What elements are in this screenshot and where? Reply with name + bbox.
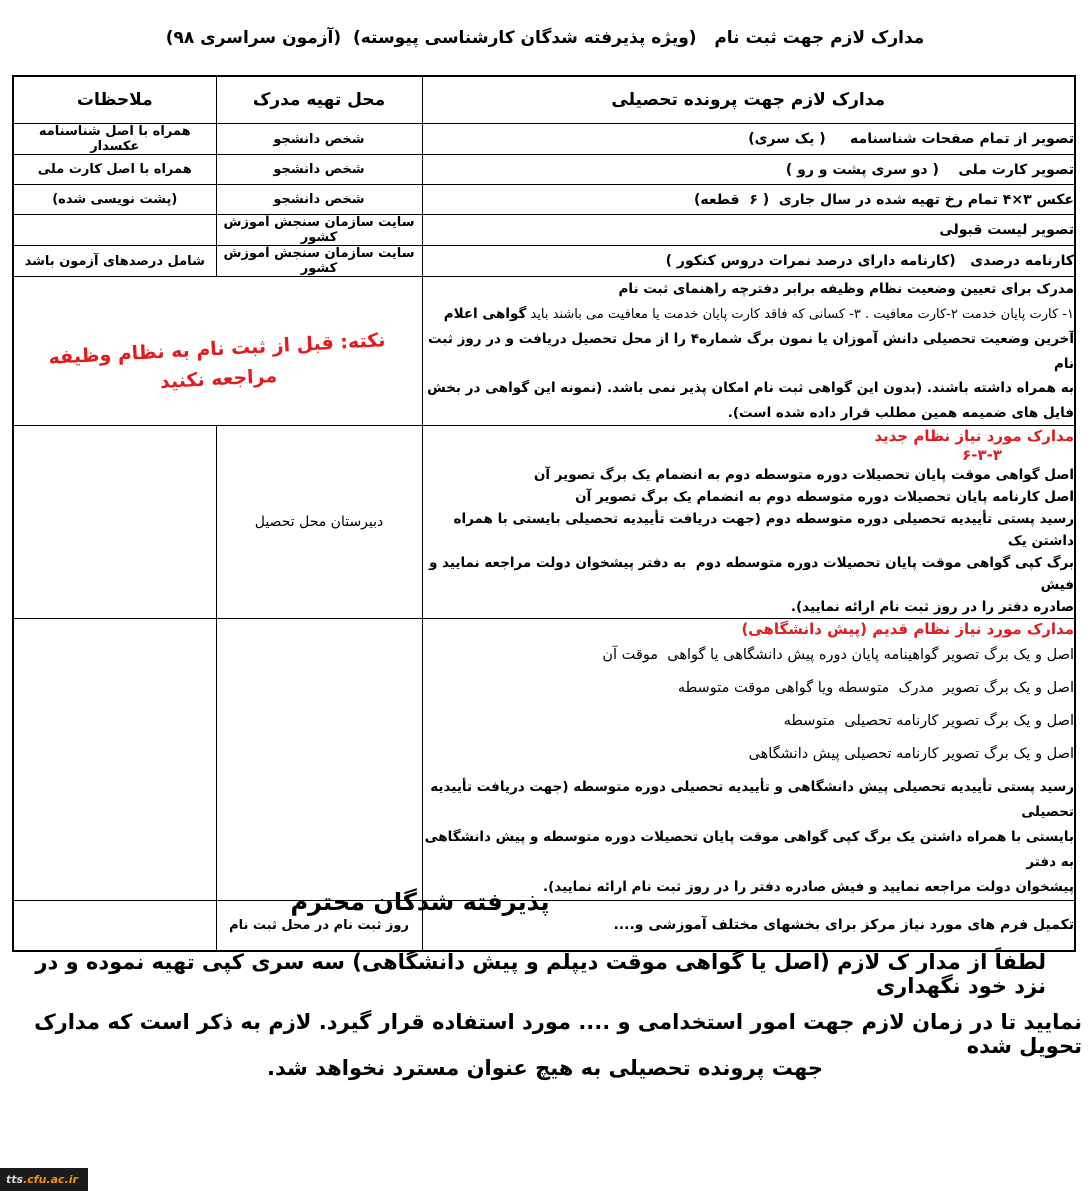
table-row-military-service xyxy=(13,277,1075,426)
new-system-line-3c: صادره دفتر را در روز ثبت نام ارائه نمایید). xyxy=(790,599,1074,615)
source-cell: شخص دانشجو xyxy=(216,185,422,215)
documents-table xyxy=(12,75,1076,952)
new-system-line-3b: برگ کپی گواهی موقت پایان تحصیلات دوره متوسطه دوم به دفتر پیشخوان دولت مراجعه نمایید و فیش xyxy=(424,555,1074,593)
source-cell: سایت سازمان سنجش آموزش کشور xyxy=(216,246,422,277)
new-system-line-2: اصل کارنامه پایان تحصیلات دوره متوسطه دوم به انضمام یک برگ تصویر آن xyxy=(575,489,1074,505)
new-system-source-cell: دبیرستان محل تحصیل xyxy=(216,426,422,619)
military-line-2-bold: گواهی اعلام xyxy=(443,305,527,322)
footer-line-2: نمایید تا در زمان لازم جهت امور استخدامی و .... مورد استفاده قرار گیرد. لازم به ذکر است که مدارک تحویل شده xyxy=(26,1010,1082,1058)
old-system-note-cell xyxy=(13,619,216,901)
note-cell: شامل درصدهای آزمون باشد xyxy=(13,246,216,277)
table-row-old-system xyxy=(13,619,1075,901)
note-cell: همراه با اصل شناسنامه عکسدار xyxy=(13,124,216,155)
forms-source-cell: روز ثبت نام در محل ثبت نام xyxy=(216,901,422,951)
header-documents: مدارک لازم جهت پرونده تحصیلی xyxy=(422,76,1075,124)
footer-heading: پذیرفته شدگان محترم xyxy=(290,888,550,916)
old-system-paragraph xyxy=(419,775,1075,900)
military-red-note-cell xyxy=(13,277,422,426)
old-system-source-cell xyxy=(216,619,422,901)
footer-line-3: جهت پرونده تحصیلی به هیچ عنوان مسترد نخواهد شد. xyxy=(267,1056,823,1080)
new-system-document-cell xyxy=(422,426,1075,619)
military-line-3: آخرین وضعیت تحصیلی دانش آموزان یا نمون برگ شماره۴ را از محل تحصیل دریافت و در روز ثبت نام xyxy=(428,331,1074,372)
old-system-document-cell xyxy=(419,619,1075,901)
note-cell xyxy=(13,215,216,246)
source-cell: سایت سازمان سنجش آموزش کشور xyxy=(216,215,422,246)
old-system-line-4: اصل و یک برگ تصویر کارنامه تحصیلی پیش دانشگاهی xyxy=(748,746,1074,762)
document-cell: تصویر لیست قبولی xyxy=(422,215,1075,246)
watermark-domain: .cfu.ac.ir xyxy=(23,1173,78,1186)
document-cell: تصویر کارت ملی ( دو سری پشت و رو ) xyxy=(422,155,1075,185)
old-system-line-5c: پیشخوان دولت مراجعه نمایید و فیش صادره دفتر را در روز ثبت نام ارائه نمایید). xyxy=(543,879,1074,895)
new-system-note-cell xyxy=(13,426,216,619)
document-cell: عکس ۳×۴ تمام رخ تهیه شده در سال جاری ( ۶ قطعه) xyxy=(422,185,1075,215)
watermark-prefix: tts xyxy=(6,1173,24,1186)
document-cell: تصویر از تمام صفحات شناسنامه ( یک سری) xyxy=(422,124,1075,155)
military-red-note xyxy=(13,323,423,404)
old-system-heading: مدارک مورد نیاز نظام قدیم (پیش دانشگاهی) xyxy=(741,620,1074,638)
table-row-photo xyxy=(13,185,1075,215)
military-line-5: فایل های ضمیمه همین مطلب قرار داده شده است). xyxy=(727,404,1074,421)
new-system-heading-code: ۶-۳-۳ xyxy=(962,446,1002,464)
header-notes: ملاحظات xyxy=(13,76,216,124)
military-line-2 xyxy=(423,302,1075,328)
military-line-1: مدرک برای تعیین وضعیت نظام وظیفه برابر دفترچه راهنمای ثبت نام xyxy=(618,281,1074,297)
military-line-2-regular: ۱- کارت پایان خدمت ۲-کارت معافیت . ۳- کسانی که فاقد کارت پایان خدمت یا معافیت می باشند باید xyxy=(526,306,1074,322)
new-system-line-1: اصل گواهی موقت پایان تحصیلات دوره متوسطه دوم به انضمام یک برگ تصویر آن xyxy=(533,467,1074,483)
note-cell: (پشت نویسی شده) xyxy=(13,185,216,215)
site-watermark xyxy=(0,1168,88,1191)
military-red-note-line-1: نکته: قبل از ثبت نام به نظام وظیفه xyxy=(48,329,386,369)
table-row-new-system xyxy=(13,426,1075,619)
footer-line-1: لطفاً از مدار ک لازم (اصل یا گواهی موقت دیپلم و پیش دانشگاهی) سه سری کپی تهیه نموده و در نزد خود نگهداری xyxy=(28,950,1046,998)
forms-document-cell: تکمیل فرم های مورد نیاز مرکز برای بخشهای مختلف آموزشی و.... xyxy=(422,901,1075,951)
source-cell: شخص دانشجو xyxy=(216,155,422,185)
table-row-score-report xyxy=(13,246,1075,277)
table-row-birth-certificate xyxy=(13,124,1075,155)
old-system-line-5a: رسید پستی تأییدیه تحصیلی پیش دانشگاهی و تأییدیه تحصیلی دوره متوسطه (جهت دریافت تأییدیه تحصیلی xyxy=(425,779,1074,820)
military-document-cell xyxy=(422,277,1075,426)
header-row xyxy=(13,76,1075,124)
source-cell: شخص دانشجو xyxy=(216,124,422,155)
new-system-heading: مدارک مورد نیاز نظام جدید xyxy=(874,427,1074,445)
old-system-line-2: اصل و یک برگ تصویر مدرک متوسطه ویا گواهی موقت متوسطه xyxy=(677,680,1074,696)
document-cell: کارنامه درصدی (کارنامه دارای درصد نمرات دروس کنکور ) xyxy=(422,246,1075,277)
old-system-line-3: اصل و یک برگ تصویر کارنامه تحصیلی متوسطه xyxy=(783,713,1074,729)
note-cell: همراه با اصل کارت ملی xyxy=(13,155,216,185)
military-line-4: به همراه داشته باشند. (بدون این گواهی ثبت نام امکان پذیر نمی باشد. (نمونه این گواهی در بخش xyxy=(427,380,1074,396)
header-source: محل تهیه مدرک xyxy=(216,76,422,124)
old-system-line-1: اصل و یک برگ تصویر گواهینامه پایان دوره پیش دانشگاهی یا گواهی موقت آن xyxy=(602,647,1074,663)
new-system-line-3a: رسید پستی تأییدیه تحصیلی دوره متوسطه دوم (جهت دریافت تأییدیه تحصیلی بایستی با همراه داشتن یک xyxy=(448,511,1074,549)
military-red-note-line-2: مراجعه نکنید xyxy=(159,364,278,394)
table-row-acceptance-list xyxy=(13,215,1075,246)
table-row-national-card xyxy=(13,155,1075,185)
page-title: مدارک لازم جهت ثبت نام (ویژه پذیرفته شدگان کارشناسی پیوسته) (آزمون سراسری ۹۸) xyxy=(165,28,925,48)
old-system-line-5b: بایستی با همراه داشتن یک برگ کپی گواهی موقت پایان تحصیلات دوره متوسطه و پیش دانشگاهی به دفتر xyxy=(419,829,1074,870)
